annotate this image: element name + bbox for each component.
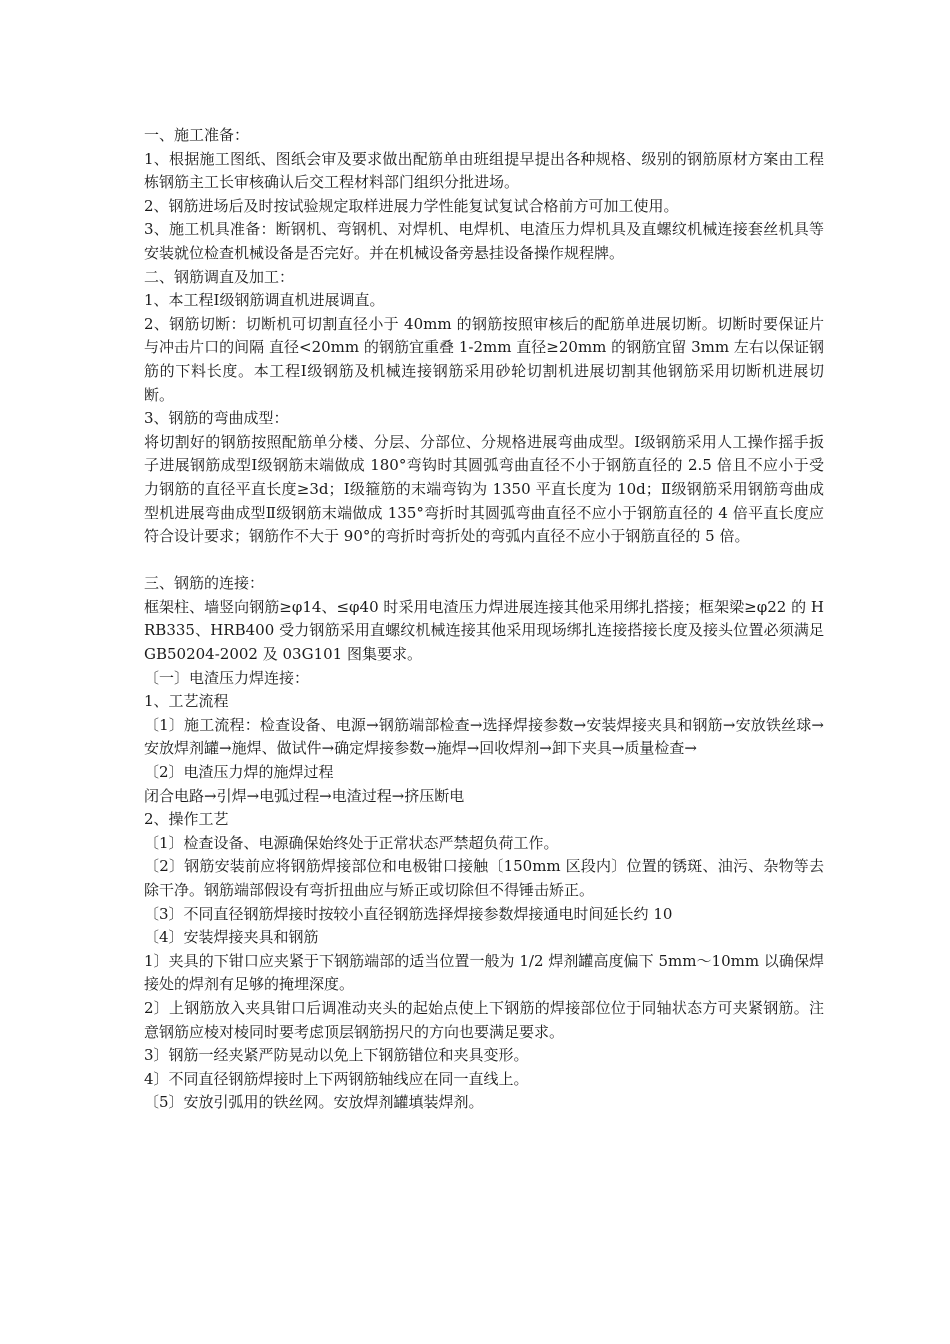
paragraph: 3、施工机具准备：断钢机、弯钢机、对焊机、电焊机、电渣压力焊机具及直螺纹机械连接套丝机具等安装就位检查机械设备是否完好。并在机械设备旁悬挂设备操作规程牌。 (144, 220, 824, 262)
paragraph: 1〕夹具的下钳口应夹紧于下钢筋端部的适当位置一般为 1/2 焊剂罐高度偏下 5mm～10mm 以确保焊接处的焊剂有足够的掩埋深度。 (144, 951, 824, 994)
heading-construction-preparation: 一、施工准备： (144, 126, 250, 144)
subheading-electroslag-welding: 〔一〕电渣压力焊连接： (144, 668, 310, 687)
paragraph: 〔4〕安装焊接夹具和钢筋 (144, 928, 319, 947)
paragraph: 2〕上钢筋放入夹具钳口后调准动夹头的起始点使上下钢筋的焊接部位位于同轴状态方可夹紧钢筋。注意钢筋应棱对棱同时要考虑顶层钢筋拐尺的方向也要满足要求。 (144, 998, 824, 1041)
paragraph: 将切割好的钢筋按照配筋单分楼、分层、分部位、分规格进展弯曲成型。Ⅰ级钢筋采用人工操作摇手扳子进展钢筋成型Ⅰ级钢筋末端做成 180°弯钩时其圆弧弯曲直径不小于钢筋直径的 2.5 倍且不应小于受力钢筋的直径平直长度≥3d；Ⅰ级箍筋的末端弯钩为 1350 平直长度为 10d；Ⅱ级钢筋采用钢筋弯曲成型机进展弯曲成型Ⅱ级钢筋末端做成 135°弯折时其圆弧弯曲直径不应小于钢筋直径的 4 倍平直长度应符合设计要求；钢筋作不大于 90°的弯折时弯折处的弯弧内直径不应小于钢筋直径的 5 倍。 (144, 432, 824, 546)
paragraph: 4〕不同直径钢筋焊接时上下两钢筋轴线应在同一直线上。 (144, 1069, 529, 1088)
paragraph: 〔5〕安放引弧用的铁丝网。安放焊剂罐填装焊剂。 (144, 1093, 484, 1112)
document-body (144, 124, 824, 1115)
paragraph: 2、钢筋切断：切断机可切割直径小于 40mm 的钢筋按照审核后的配筋单进展切断。切断时要保证片与冲击片口的间隔 直径<20mm 的钢筋宜重叠 1-2mm 直径≥20mm 的钢筋宜留 3mm 左右以保证钢筋的下料长度。本工程Ⅰ级钢筋及机械连接钢筋采用砂轮切割机进展切割其他钢筋采用切断机进展切断。 (144, 314, 824, 404)
paragraph: 〔2〕电渣压力焊的施焊过程 (144, 763, 334, 782)
heading-rebar-straightening: 二、钢筋调直及加工： (144, 267, 295, 286)
paragraph: 2、钢筋进场后及时按试验规定取样进展力学性能复试复试合格前方可加工使用。 (144, 196, 679, 215)
subheading-operation-process: 2、操作工艺 (144, 810, 229, 829)
paragraph: 闭合电路→引焊→电弧过程→电渣过程→挤压断电 (144, 786, 465, 805)
paragraph: 框架柱、墙竖向钢筋≥φ14、≤φ40 时采用电渣压力焊进展连接其他采用绑扎搭接；框架梁≥φ22 的 HRB335、HRB400 受力钢筋采用直螺纹机械连接其他采用现场绑扎连接搭接长度及接头位置必须满足 GB50204-2002 及 03G101 图集要求。 (144, 597, 824, 664)
subheading-bending: 3、钢筋的弯曲成型： (144, 409, 289, 428)
paragraph: 〔3〕不同直径钢筋焊接时按较小直径钢筋选择焊接参数焊接通电时间延长约 10 (144, 904, 673, 923)
heading-rebar-connection: 三、钢筋的连接： (144, 574, 265, 593)
paragraph: 3〕钢筋一经夹紧严防晃动以免上下钢筋错位和夹具变形。 (144, 1046, 529, 1065)
paragraph: 〔1〕施工流程：检查设备、电源→钢筋端部检查→选择焊接参数→安装焊接夹具和钢筋→安放铁丝球→安放焊剂罐→施焊、做试件→确定焊接参数→施焊→回收焊剂→卸下夹具→质量检查→ (144, 715, 824, 758)
subheading-process-flow: 1、工艺流程 (144, 692, 229, 711)
paragraph: 1、根据施工图纸、图纸会审及要求做出配筋单由班组提早提出各种规格、级别的钢筋原材方案由工程栋钢筋主工长审核确认后交工程材料部门组织分批进场。 (144, 149, 824, 192)
blank-line (144, 549, 824, 573)
paragraph: 1、本工程Ⅰ级钢筋调直机进展调直。 (144, 291, 385, 310)
paragraph: 〔2〕钢筋安装前应将钢筋焊接部位和电极钳口接触〔150mm 区段内〕位置的锈斑、油污、杂物等去除干净。钢筋端部假设有弯折扭曲应与矫正或切除但不得锤击矫正。 (144, 857, 824, 899)
paragraph: 〔1〕检查设备、电源确保始终处于正常状态严禁超负荷工作。 (144, 833, 559, 852)
